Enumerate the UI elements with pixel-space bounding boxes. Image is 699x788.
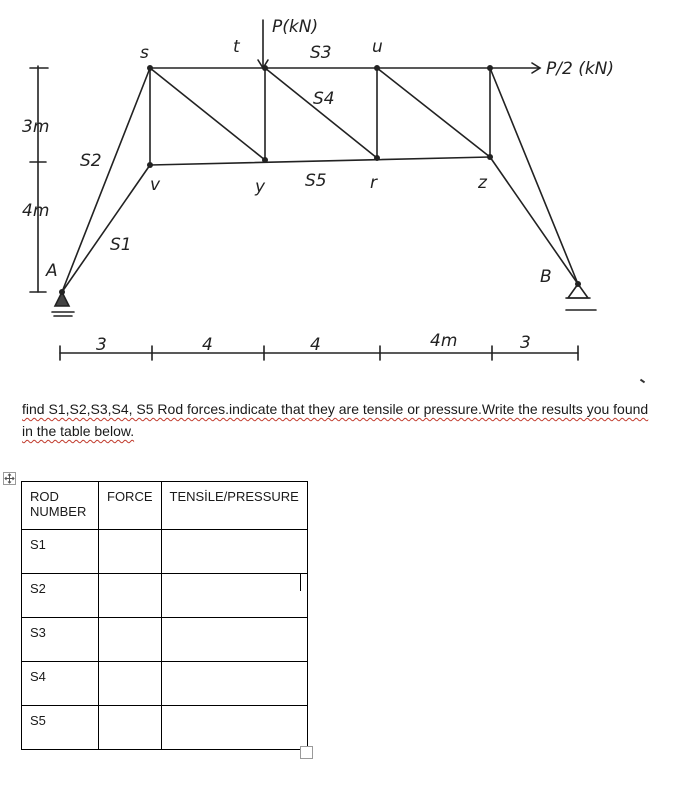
type-cell[interactable]: [161, 662, 307, 706]
leg-s1: [62, 165, 150, 292]
force-cell[interactable]: [99, 662, 162, 706]
stray-mark: [640, 379, 645, 384]
table-row: [22, 706, 308, 750]
header-tensile-pressure[interactable]: TENSİLE/PRESSURE: [161, 482, 307, 530]
height-top-label: 3m: [22, 117, 50, 137]
node-y: y: [255, 177, 266, 197]
rod-cell[interactable]: S4: [22, 662, 99, 706]
side-load-label: P/2 (kN): [546, 59, 615, 79]
rod-cell[interactable]: S5: [22, 706, 99, 750]
rod-cell[interactable]: S2: [22, 574, 99, 618]
rod-s4-label: S4: [313, 89, 335, 109]
node-z: z: [478, 173, 487, 193]
height-bottom-label: 4m: [22, 201, 50, 221]
rod-cell[interactable]: S3: [22, 618, 99, 662]
header-rod-number[interactable]: ROD NUMBER: [22, 482, 99, 530]
rod-s1-label: S1: [110, 235, 132, 255]
node-u: u: [372, 37, 383, 57]
type-cell[interactable]: [161, 706, 307, 750]
type-cell[interactable]: [161, 530, 307, 574]
span-label-4: 4m: [430, 331, 458, 351]
span-label-5: 3: [520, 333, 531, 353]
rod-s5-label: S5: [305, 171, 327, 191]
table-resize-handle[interactable]: [300, 746, 313, 759]
table-row: [22, 530, 308, 574]
type-cell[interactable]: [161, 618, 307, 662]
table-row: [22, 662, 308, 706]
table-row: [22, 618, 308, 662]
rod-s2-label: S2: [80, 151, 102, 171]
force-cell[interactable]: [99, 530, 162, 574]
node-b: B: [540, 267, 552, 287]
node-s: s: [140, 43, 149, 63]
question-text: [22, 398, 692, 442]
diagonal-t-r: [265, 68, 377, 158]
leg-s2: [62, 68, 150, 292]
force-cell[interactable]: [99, 706, 162, 750]
table-move-handle[interactable]: [3, 472, 16, 485]
span-label-2: 4: [202, 335, 213, 355]
rod-cell[interactable]: S1: [22, 530, 99, 574]
load-label: P(kN): [272, 17, 319, 37]
table-header-row: [22, 482, 308, 530]
bottom-chord: [150, 157, 490, 165]
node-v: v: [150, 175, 161, 195]
node-r: r: [370, 173, 377, 193]
span-label-3: 4: [310, 335, 321, 355]
diagonal-s-y: [150, 68, 265, 160]
question-line-1: find S1,S2,S3,S4, S5 Rod forces.indicate that they are tensile or pressure.Write the results you found: [22, 401, 649, 417]
move-icon: [4, 473, 15, 484]
table-row: [22, 574, 308, 618]
node-t: t: [233, 37, 240, 57]
node-a: A: [46, 261, 58, 281]
type-cell[interactable]: [161, 574, 307, 618]
span-label-1: 3: [96, 335, 107, 355]
text-cursor: [300, 573, 301, 591]
rod-s3-label: S3: [310, 43, 332, 63]
header-force[interactable]: FORCE: [99, 482, 162, 530]
answer-table: [21, 481, 308, 750]
force-cell[interactable]: [99, 618, 162, 662]
force-cell[interactable]: [99, 574, 162, 618]
question-line-2: in the table below.: [22, 423, 135, 439]
diagonal-u-z: [377, 68, 490, 157]
truss-diagram: [0, 0, 699, 375]
